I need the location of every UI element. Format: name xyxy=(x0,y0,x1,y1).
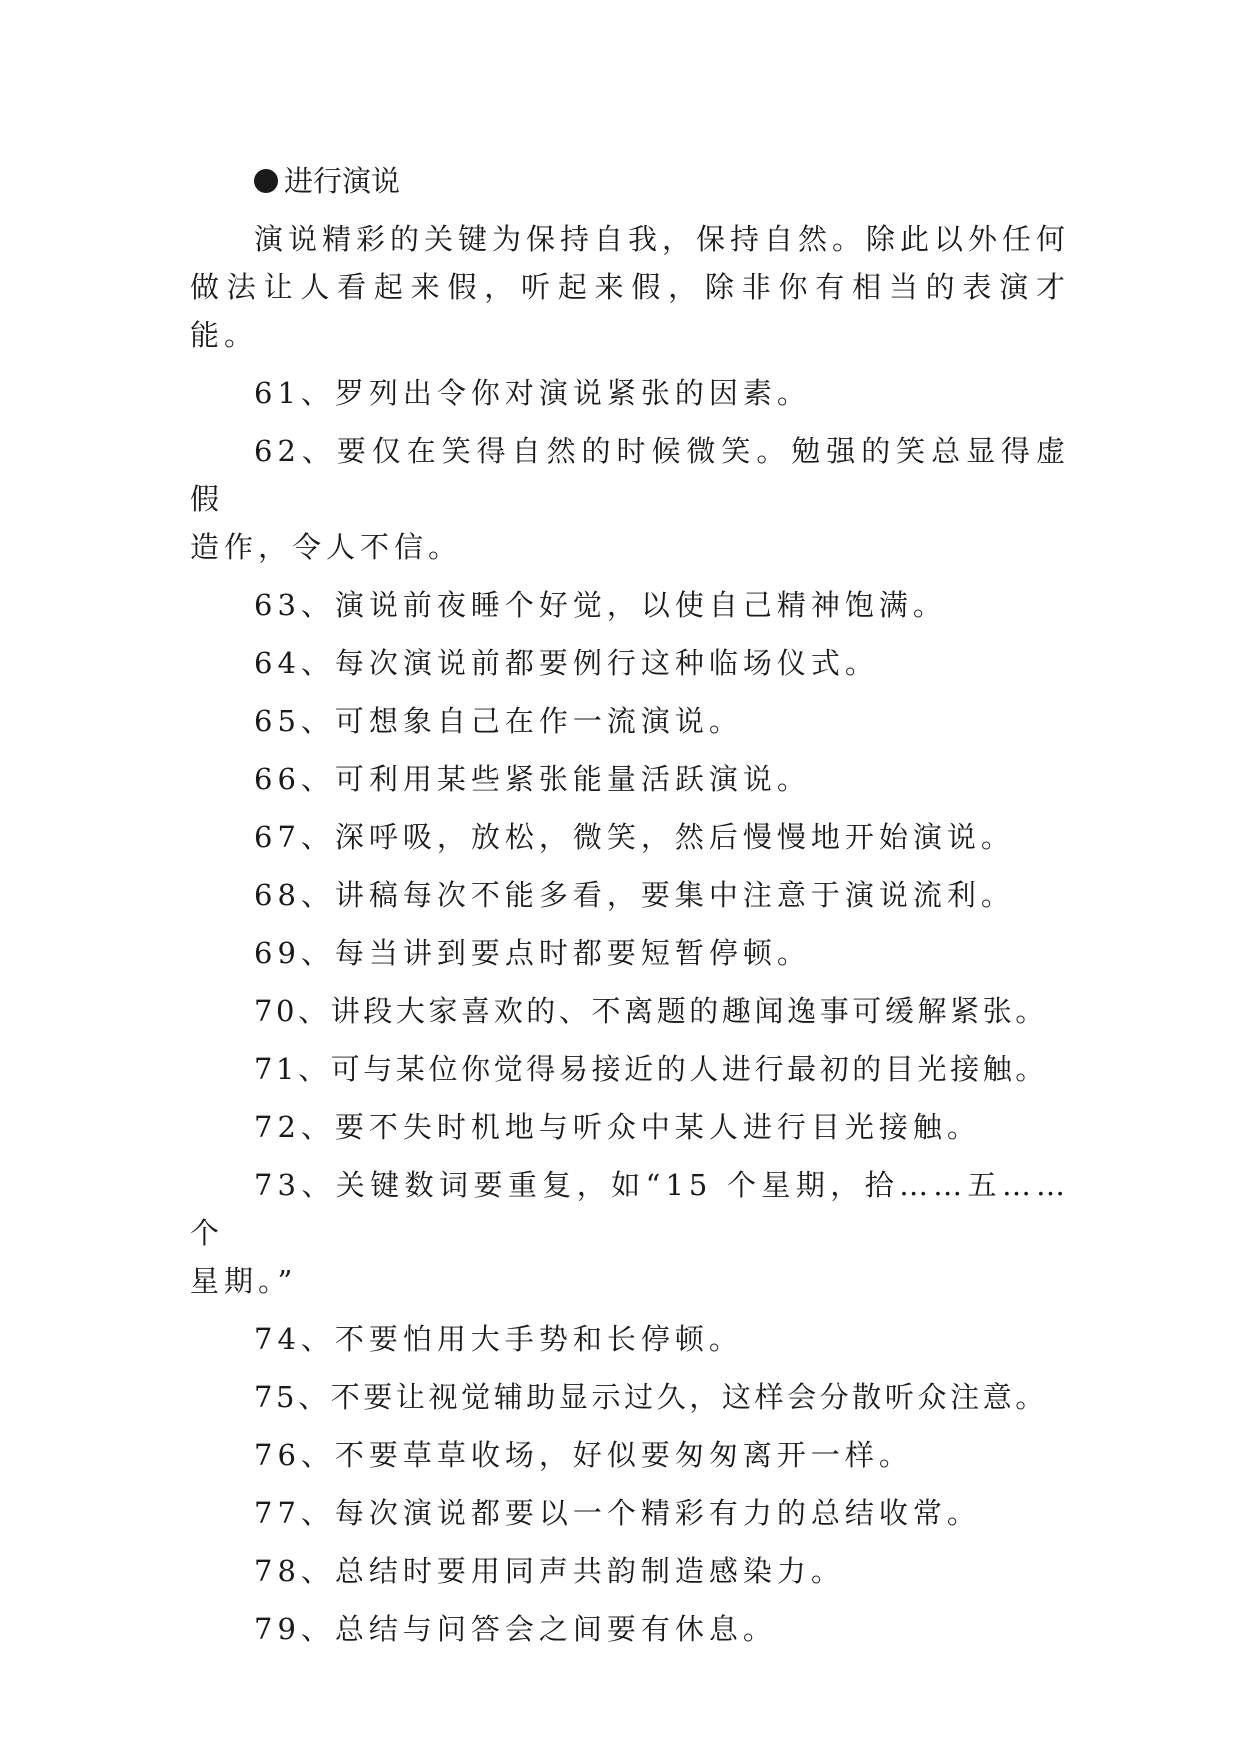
paragraph-79: 79、总结与问答会之间要有休息。 xyxy=(254,1612,777,1646)
paragraph-line: 做法让人看起来假，听起来假，除非你有相当的表演才能。 xyxy=(190,270,1070,352)
paragraph-74: 74、不要怕用大手势和长停顿。 xyxy=(254,1322,743,1356)
paragraph-77: 77、每次演说都要以一个精彩有力的总结收常。 xyxy=(254,1496,981,1530)
paragraph-76: 76、不要草草收场，好似要匆匆离开一样。 xyxy=(254,1438,913,1472)
paragraph-73 xyxy=(190,1161,1070,1305)
paragraph-78: 78、总结时要用同声共韵制造感染力。 xyxy=(254,1554,845,1588)
paragraph-line: 73、关键数词要重复，如“15 个星期，拾……五……个 xyxy=(190,1168,1070,1250)
paragraph-line: 演说精彩的关键为保持自我，保持自然。除此以外任何 xyxy=(254,222,1071,256)
section-heading xyxy=(190,157,1070,205)
paragraph-62 xyxy=(190,427,1070,571)
paragraph-70: 70、讲段大家喜欢的、不离题的趣闻逸事可缓解紧张。 xyxy=(254,994,1048,1028)
paragraph-75: 75、不要让视觉辅助显示过久，这样会分散听众注意。 xyxy=(254,1380,1048,1414)
paragraph-72: 72、要不失时机地与听众中某人进行目光接触。 xyxy=(254,1110,981,1144)
paragraph-line: 62、要仅在笑得自然的时候微笑。勉强的笑总显得虚假 xyxy=(190,434,1070,516)
paragraph-68: 68、讲稿每次不能多看，要集中注意于演说流利。 xyxy=(254,878,1015,912)
paragraph-line: 造作，令人不信。 xyxy=(190,530,463,564)
paragraph-67: 67、深呼吸，放松，微笑，然后慢慢地开始演说。 xyxy=(254,820,1015,854)
paragraph-69: 69、每当讲到要点时都要短暂停顿。 xyxy=(254,936,811,970)
document-body xyxy=(190,157,1070,1663)
paragraph-63: 63、演说前夜睡个好觉，以使自己精神饱满。 xyxy=(254,588,947,622)
section-title: 进行演说 xyxy=(284,164,401,198)
paragraph-61: 61、罗列出令你对演说紧张的因素。 xyxy=(254,376,811,410)
paragraph-66: 66、可利用某些紧张能量活跃演说。 xyxy=(254,762,811,796)
paragraph-64: 64、每次演说前都要例行这种临场仪式。 xyxy=(254,646,879,680)
paragraph-intro xyxy=(190,215,1070,359)
paragraph-65: 65、可想象自己在作一流演说。 xyxy=(254,704,743,738)
black-circle-bullet-icon xyxy=(254,169,278,193)
paragraph-71: 71、可与某位你觉得易接近的人进行最初的目光接触。 xyxy=(254,1052,1048,1086)
paragraph-line: 星期。” xyxy=(190,1264,298,1298)
